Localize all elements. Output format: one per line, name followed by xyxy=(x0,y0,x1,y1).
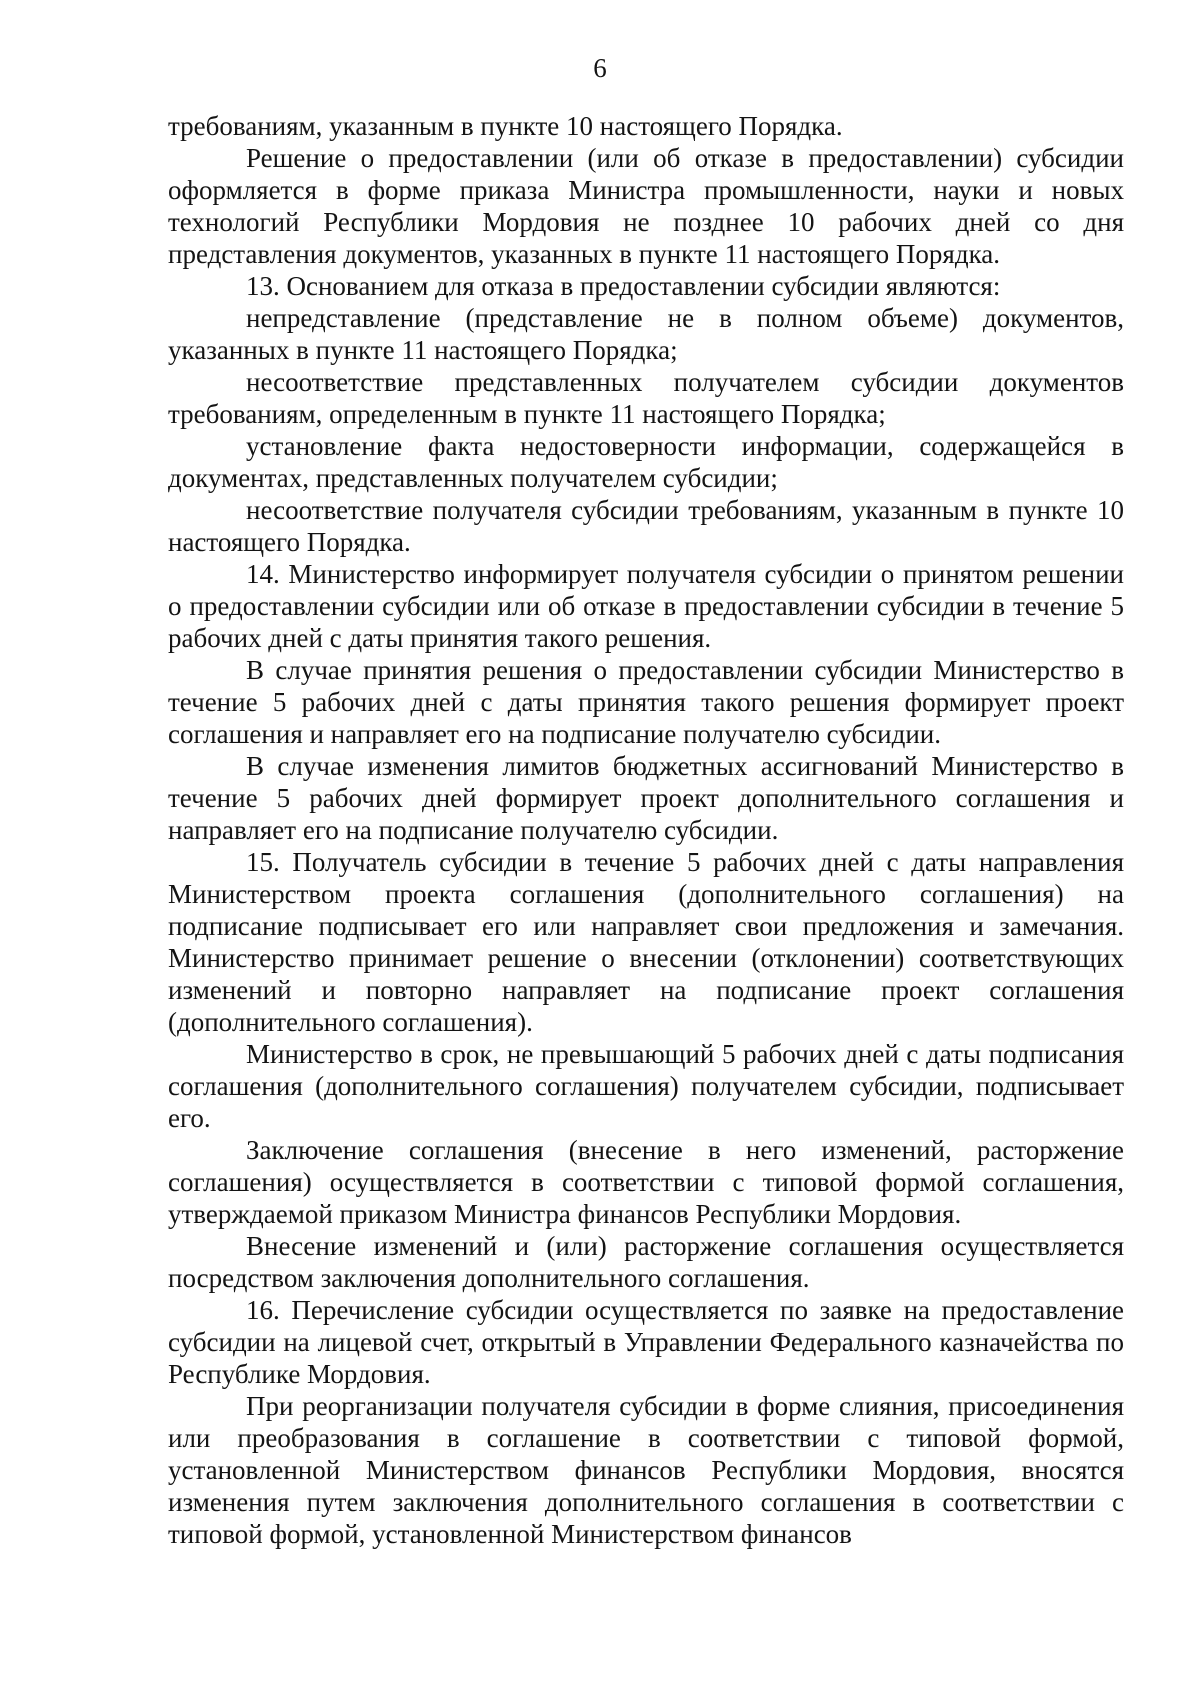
document-body xyxy=(168,110,1124,1550)
paragraph: 14. Министерство информирует получателя субсидии о принятом решении о предоставлении субсидии или об отказе в предоставлении субсидии в течение 5 рабочих дней с даты принятия такого решения. xyxy=(168,559,1124,653)
paragraph: 15. Получатель субсидии в течение 5 рабочих дней с даты направления Министерством проекта соглашения (дополнительного соглашения) на подписание подписывает его или направляет свои предложения и замечания. Министерство принимает решение о внесении (отклонении) соответствующих изменений и повторно направляет на подписание проект соглашения (дополнительного соглашения). xyxy=(168,847,1124,1037)
paragraph: несоответствие получателя субсидии требованиям, указанным в пункте 10 настоящего Порядка. xyxy=(168,495,1124,557)
paragraph: В случае принятия решения о предоставлении субсидии Министерство в течение 5 рабочих дней с даты принятия такого решения формирует проект соглашения и направляет его на подписание получателю субсидии. xyxy=(168,655,1124,749)
paragraph: При реорганизации получателя субсидии в форме слияния, присоединения или преобразования в соглашение в соответствии с типовой формой, установленной Министерством финансов Республики Мордовия, вносятся изменения путем заключения дополнительного соглашения в соответствии с типовой формой, установленной Министерством финансов xyxy=(168,1391,1124,1549)
paragraph: Министерство в срок, не превышающий 5 рабочих дней с даты подписания соглашения (дополнительного соглашения) получателем субсидии, подписывает его. xyxy=(168,1039,1124,1133)
paragraph: Заключение соглашения (внесение в него изменений, расторжение соглашения) осуществляется в соответствии с типовой формой соглашения, утверждаемой приказом Министра финансов Республики Мордовия. xyxy=(168,1135,1124,1229)
paragraph: требованиям, указанным в пункте 10 настоящего Порядка. xyxy=(168,111,843,141)
paragraph: 13. Основанием для отказа в предоставлении субсидии являются: xyxy=(246,271,1001,301)
paragraph: 16. Перечисление субсидии осуществляется по заявке на предоставление субсидии на лицевой счет, открытый в Управлении Федерального казначейства по Республике Мордовия. xyxy=(168,1295,1124,1389)
paragraph: несоответствие представленных получателем субсидии документов требованиям, определенным в пункте 11 настоящего Порядка; xyxy=(168,367,1124,429)
paragraph: непредставление (представление не в полном объеме) документов, указанных в пункте 11 настоящего Порядка; xyxy=(168,303,1124,365)
paragraph: Внесение изменений и (или) расторжение соглашения осуществляется посредством заключения дополнительного соглашения. xyxy=(168,1231,1124,1293)
paragraph: В случае изменения лимитов бюджетных ассигнований Министерство в течение 5 рабочих дней формирует проект дополнительного соглашения и направляет его на подписание получателю субсидии. xyxy=(168,751,1124,845)
page-number: 6 xyxy=(593,53,607,83)
paragraph: Решение о предоставлении (или об отказе в предоставлении) субсидии оформляется в форме приказа Министра промышленности, науки и новых технологий Республики Мордовия не позднее 10 рабочих дней со дня представления документов, указанных в пункте 11 настоящего Порядка. xyxy=(168,143,1124,269)
paragraph: установление факта недостоверности информации, содержащейся в документах, представленных получателем субсидии; xyxy=(168,431,1124,493)
